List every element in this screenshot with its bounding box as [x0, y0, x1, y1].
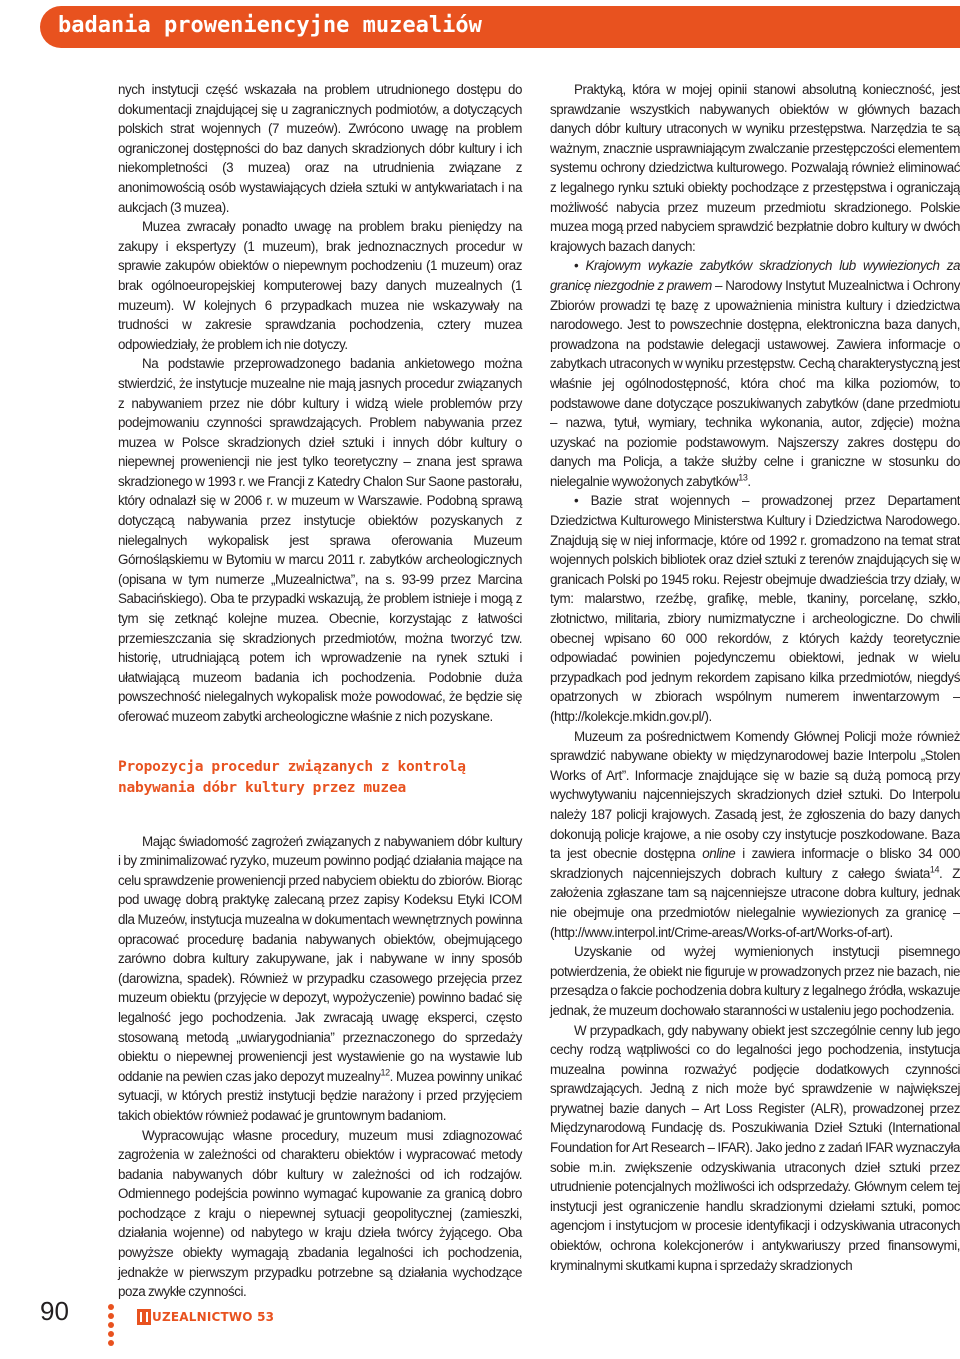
- paragraph-text: Muzeum za pośrednictwem Komendy Głównej Policji może również sprawdzić nabywane obiekty w międzynarodowej bazie Interpolu „Stolen Works of Art”. Informacje znajdujące się w bazie są dużą pomocą przy wychwytywaniu najcenniejszych skradzionych dzieł sztuki. Do Interpolu należy 187 policji krajowych. Zasadą jest, że zgłoszenia do bazy danych dokonują policje krajowe, a nie osoby czy instytucje poszkodowane. Baza ta jest obecnie dostępna: [550, 728, 960, 862]
- page-number: 90: [40, 1296, 69, 1326]
- logo-m-icon: [137, 1309, 151, 1325]
- paragraph-text: – Narodowy Instytut Muzealnictwa i Ochrony Zbiorów prowadzi tę bazę z upoważnienia ministra kultury i dziedzictwa narodowego. Jest to powszechnie dostępna, elektroniczna baza danych, prowadzona na podstawie delegacji ustawowej. Zawiera informacje o zabytkach utraconych w wyniku przestępstw. Cechą charakterystyczną jest właśnie jej ogólnodostępność, która choć ma kilka poziomów, to podstawowe dane dotyczące poszukiwanych zabytków (dane przedmiotu – nazwa, tytuł, wymiary, technika wykonania, autor, zdjęcie) można uzyskać na poziomie podstawowym. Najszerszy zakres dostępu do danych ma Policja, a także służby celne i graniczne w stosunku do nielegalnie wywożonych zabytków: [550, 277, 960, 489]
- footnote-ref: 13: [738, 472, 748, 483]
- paragraph-text: Mając świadomość zagrożeń związanych z nabywaniem dóbr kultury i by zminimalizować ryzyko, muzeum powinno podjąć działania mające na celu sprawdzenie proweniencji przed nabyciem obiektu do zbiorów. Biorąc pod uwagę dobrą praktykę zalecaną przez zapisy Kodeksu Etyki ICOM dla Muzeów, instytucja muzealna w dokumentach wewnętrznych powinna opracować procedurę badania nabywanych obiektów, obejmującego zarówno dobra kultury zakupywane, jak i nabywane w inny sposób (darowizna, spadek). Również w przypadku czasowego przejęcia przez muzeum obiektu (przyjęcie w depozyt, wypożyczenie) powinno badać się legalność jego pochodzenia. Jak zwracają uwagę eksperci, często stosowaną metodą „uwiarygodniania” przeznaczonego do sprzedaży obiektu o niepewnej proweniencji jest wystawienie go na wystawie lub oddanie na pewien czas jako depozyt muzealny: [118, 833, 522, 1084]
- paragraph: W przypadkach, gdy nabywany obiekt jest szczególnie cenny lub jego cechy rodzą wątpliwości co do legalności jego pochodzenia, instytucja muzealna powinna rozważyć podjęcie dodatkowych czynności sprawdzających. Jedną z nich może być sprawdzenie w największej prywatnej bazie danych – Art Loss Register (ALR), prowadzonej przez Międzynarodową Fundację ds. Poszukiwania Dzieł Sztuki (International Foundation for Art Research – IFAR). Jako jedno z zadań IFAR wyznaczyła sobie m.in. zwiększenie odzyskiwania utraconych dzieł sztuki przez utrudnienie potencjalnych możliwości ich odsprzedaży. Głównym celem tej instytucji jest ograniczenie handlu skradzionymi dziełami sztuki, pomoc agencjom i instytucjom w procesie identyfikacji i odzyskiwania utraconych obiektów, ochrona kolekcjonerów i antykwariuszy przed finansowymi, kryminalnymi skutkami kupna i sprzedaży skradzionych: [550, 1022, 960, 1273]
- bullet-item: • Bazie strat wojennych – prowadzonej przez Departament Dziedzictwa Kulturowego Ministerstwa Kultury i Dziedzictwa Narodowego. Znajdują się w niej informacje, które od 1992 r. gromadzono na temat strat wojennych polskich bibliotek oraz dzieł sztuki z terenów znajdujących się w granicach Polski po 1945 roku. Rejestr obejmuje dwadzieścia trzy działy, w tym: malarstwo, rzeźbę, grafikę, meble, tkaniny, porcelanę, szkło, złotnictwo, militaria, zbiory numizmatyczne i archeologiczne. Do chwili obecnej wpisano 60 000 rekordów, z których każdy teoretycznie odpowiadać powinien pojedynczemu obiektowi, jednak w wielu przypadkach pod jednym rekordem zapisano kilka przedmiotów, niegdyś opatrzonych w zbiorach wspólnym numerem inwentarzowym – (http://kolekcje.mkidn.gov.pl/).: [550, 493, 960, 724]
- magazine-logo: [137, 1306, 274, 1328]
- magazine-name: UZEALNICTWO 53: [152, 1310, 275, 1324]
- right-column: [550, 80, 960, 1275]
- paragraph: [550, 727, 960, 943]
- paragraph: Muzea zwracały ponadto uwagę na problem braku pieniędzy na zakupy i ekspertyzy (1 muzeum), brak jednoznacznych procedur w sprawie zakupów obiektów o niepewnym pochodzeniu (1 muzeum) oraz brak ogólnoeuropejskiej komputerowej bazy danych muzealnych (1 muzeum). W kolejnych 6 przypadkach muzea nie wskazywały na trudności w zakresie sprawdzania pochodzenia, cztery muzea odpowiedziały, że problem ich nie dotyczy.: [118, 219, 522, 352]
- paragraph-text: i zawiera informacje o blisko 34 000 skradzionych najcenniejszych dobrach kultury z całego świata: [550, 846, 960, 881]
- header-title: badania proweniencyjne muzealiów: [58, 13, 482, 38]
- footnote-ref: 14: [929, 864, 940, 875]
- paragraph: Wypracowując własne procedury, muzeum musi zdiagnozować zagrożenia w zależności od charakteru obiektów i wypracować metody badania nabywanych dóbr kultury w zależności od ich rodzajów. Odmiennego podejścia powinno wymagać kupowanie za granicą dobro pochodzące z kraju o niepewnej sytuacji geopolitycznej (zamieszki, działania wojenne) od nabytego w kraju dzieła twórcy żyjącego. Oba powyższe obiekty wymagają zbadania legalności ich pochodzenia, jednakże w pierwszym przypadku potrzebne są działania wychodzące poza zwykłe czynności.: [118, 1127, 522, 1300]
- paragraph-text: . Muzea powinny unikać sytuacji, w których prestiż instytucji będzie narażony i przed przyjęciem takich obiektów również podawać je gruntownym badaniom.: [118, 1068, 522, 1123]
- left-column: [118, 80, 522, 1302]
- italic-text: online: [702, 846, 736, 862]
- paragraph: [118, 832, 522, 1126]
- paragraph: Praktyką, która w mojej opinii stanowi absolutną konieczność, jest sprawdzanie wszystkich nabywanych obiektów w głównych bazach danych dóbr kultury utraconych w wyniku przestępstwa. Narzędzia te są ważnym, znacznie usprawniającym zwalczanie przestępczości elementem systemu ochrony dziedzictwa kulturowego. Pozwalają również eliminować z legalnego rynku sztuki obiekty pochodzące z przestępstwa i ograniczają możliwość nabycia przez muzeum przedmiotu skradzionego. Polskie muzea mogą przed nabyciem sprawdzić bezpłatnie dobro kultury w dwóch krajowych bazach danych:: [550, 82, 960, 254]
- paragraph: Na podstawie przeprowadzonego badania ankietowego można stwierdzić, że instytucje muzealne nie mają jasnych procedur związanych z nabywaniem przez nie dóbr kultury i widzą wiele problemów przy podejmowaniu czynności sprawdzających. Problem nabywania przez muzea w Polsce skradzionych dzieł sztuki i innych dóbr kultury o niepewnej proweniencji nie jest tylko teoretyczny – znana jest sprawa skradzionego w 1993 r. we Francji z Katedry Chalon Sur Saone pastorału, który odnalazł się w 2006 r. w muzeum w Warszawie. Podobną sprawą dotyczącą nabywania przez instytucje obiektów pozyskanych z nielegalnych wykopalisk jest sprawa oferowania Muzeum Górnośląskiemu w Bytomiu w marcu 2011 r. zabytków archeologicznych (opisana w tym numerze „Muzealnictwa”, na s. 93-99 przez Marcina Sabacińskiego). Oba te przypadki wskazują, że problem istnieje i mogą z tym się zetknąć kolejne muzea. Obecnie, korzystając z łatwości przemieszczania się skradzionych przedmiotów, można tworzyć tzw. historię, utrudniającą potem ich wprowadzenie na rynek sztuki i ułatwiającą muzeom badania ich pochodzenia. Podobnie duża powszechność nielegalnych wykopalisk może powodować, że będzie się oferować muzeom zabytki archeologiczne właśnie z nich pozyskane.: [118, 356, 522, 724]
- dots-decoration: [108, 1304, 118, 1349]
- paragraph: Uzyskanie od wyżej wymienionych instytucji pisemnego potwierdzenia, że obiekt nie figuruje w prowadzonych przez nie bazach, nie przesądza o fakcie pochodzenia dobra kultury z legalnego źródła, wskazuje jednak, że muzeum dochowało staranności w ustaleniu jego pochodzenia.: [550, 944, 960, 1018]
- paragraph: nych instytucji część wskazała na problem utrudnionego dostępu do dokumentacji znajdującej się u zagranicznych podmiotów, a dotyczących polskich strat wojennych (7 muzeów). Zwrócono uwagę na problem ograniczonej dostępności do baz danych skradzionych dóbr kultury i ich niekompletności (3 muzea) oraz na utrudnienia związane z anonimowością osób wystawiających dzieła sztuki w antykwariatach i na aukcjach (3 muzea).: [118, 82, 522, 215]
- paragraph-text: . Z założenia zgłaszane tam są najcenniejsze utracone dobra kultury, jednak nie obejmuje ona przedmiotów nielegalnie wywiezionych za granicę – (http://www.interpol.int/Crime-areas/Works-of-art/Works-of-art).: [550, 865, 960, 940]
- section-heading: Propozycja procedur związanych z kontrolą nabywania dóbr kultury przez muzea: [118, 758, 466, 796]
- footnote-ref: 12: [380, 1067, 390, 1078]
- paragraph-text: .: [747, 473, 751, 489]
- paragraph-text: Bazie strat wojennych – prowadzonej przez Departament Dziedzictwa Kulturowego Ministerstwa Kultury i Dziedzictwa Narodowego. Znajdują się w niej informacje, które od 1992 r. gromadzono na temat strat wojennych polskich bibliotek oraz dzieł sztuki z terenów znajdujących się w granicach Polski po 1945 roku. Rejestr obejmuje dwadzieścia trzy działy, w tym: malarstwo, rzeźbę, grafikę, meble, tkaniny, porcelanę, szkło, złotnictwo, militaria, zbiory numizmatyczne i archeologiczne. Do chwili obecnej wpisano 60 000 rekordów, z których każdy teoretycznie odpowiadać powinien pojedynczemu obiektowi, jednak w wielu przypadkach pod jednym rekordem zapisano kilka przedmiotów, niegdyś opatrzonych w zbiorach wspólnym numerem inwentarzowym – (http://kolekcje.mkidn.gov.pl/).: [550, 493, 960, 724]
- running-header: [40, 6, 960, 48]
- bullet-item: • Krajowym wykazie zabytków skradzionych lub wywiezionych za granicę niezgodnie z prawem – Narodowy Instytut Muzealnictwa i Ochrony Zbiorów prowadzi tę bazę z upoważnienia ministra kultury i dziedzictwa narodowego. Jest to powszechnie dostępna, elektroniczna baza danych, prowadzona na podstawie delegacji ustawowej. Zawiera informacje o zabytkach utraconych w wyniku przestępstw. Cechą charakterystyczną jest właśnie jej ogólnodostępność, która choć ma kilka poziomów, to podstawowe dane dotyczące poszukiwanych zabytków (dane przedmiotu – nazwa, tytuł, wymiary, technika wykonania, autor, zdjęcie) można uzyskać na poziomie podstawowym. Najszerszy zakres dostępu do danych ma Policja, a także służby celne i graniczne w stosunku do nielegalnie wywożonych zabytków$^{13}$.: [550, 258, 960, 489]
- italic-text: Krajowym wykazie zabytków skradzionych lub wywiezionych za granicę niezgodnie z prawem: [550, 258, 960, 293]
